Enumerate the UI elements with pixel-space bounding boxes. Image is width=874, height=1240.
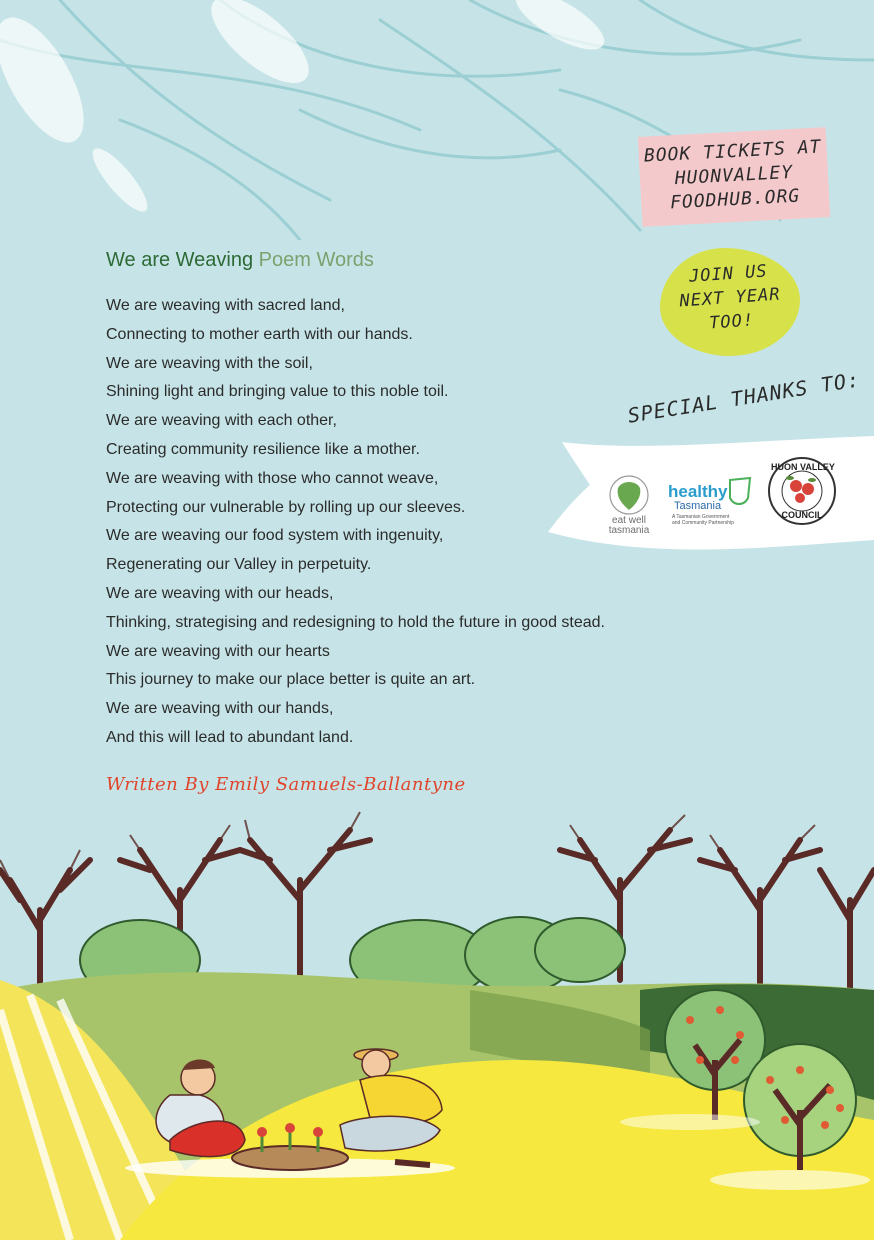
- poem-line: Protecting our vulnerable by rolling up our sleeves.: [106, 498, 466, 516]
- healthy-tagline: A Tasmanian Government and Community Partnership: [672, 514, 734, 526]
- poem-line: Creating community resilience like a mother.: [106, 440, 420, 458]
- poem-title-secondary: Poem Words: [258, 249, 374, 271]
- poem-line: We are weaving with each other,: [106, 412, 337, 430]
- book-note-line-3: FOODHUB.ORG: [669, 185, 801, 214]
- poem-line: Connecting to mother earth with our hands.: [106, 325, 413, 343]
- join-note-line-3: TOO!: [708, 310, 755, 334]
- poem-line: We are weaving with the soil,: [106, 354, 313, 372]
- healthy-logo-text: healthy: [668, 482, 728, 501]
- book-note-line-2: HUONVALLEY: [674, 161, 794, 190]
- council-name-bottom: COUNCIL: [781, 510, 823, 520]
- join-note-line-1: JOIN US: [688, 261, 769, 287]
- poem-line: We are weaving our food system with ingenuity,: [106, 527, 444, 545]
- poem-line: We are weaving with our hearts: [106, 642, 330, 660]
- poem-line: Regenerating our Valley in perpetuity.: [106, 556, 372, 574]
- poem-line: We are weaving with our hands,: [106, 700, 334, 718]
- poem-line: We are weaving with sacred land,: [106, 297, 345, 314]
- poem-author: Written By Emily Samuels-Ballantyne: [106, 774, 466, 795]
- poem-line: This journey to make our place better is quite an art.: [106, 671, 476, 689]
- poem-line: And this will lead to abundant land.: [106, 728, 354, 746]
- council-name-top: HUON VALLEY: [771, 462, 835, 472]
- join-note-line-2: NEXT YEAR: [678, 284, 782, 312]
- poem-line: We are weaving with those who cannot weave,: [106, 469, 439, 487]
- book-note-line-1: BOOK TICKETS AT: [643, 136, 822, 167]
- special-thanks-label: SPECIAL THANKS TO:: [626, 367, 862, 428]
- poem-line: Shining light and bringing value to this noble toil.: [106, 383, 449, 401]
- tasmania-logo-text: Tasmania: [674, 500, 722, 512]
- poem-line: We are weaving with our heads,: [106, 584, 334, 602]
- poem-line: Thinking, strategising and redesigning to hold the future in good stead.: [106, 613, 605, 631]
- eat-well-logo-text: eat well tasmania: [608, 515, 650, 536]
- poem-title-primary: We are Weaving: [106, 249, 254, 271]
